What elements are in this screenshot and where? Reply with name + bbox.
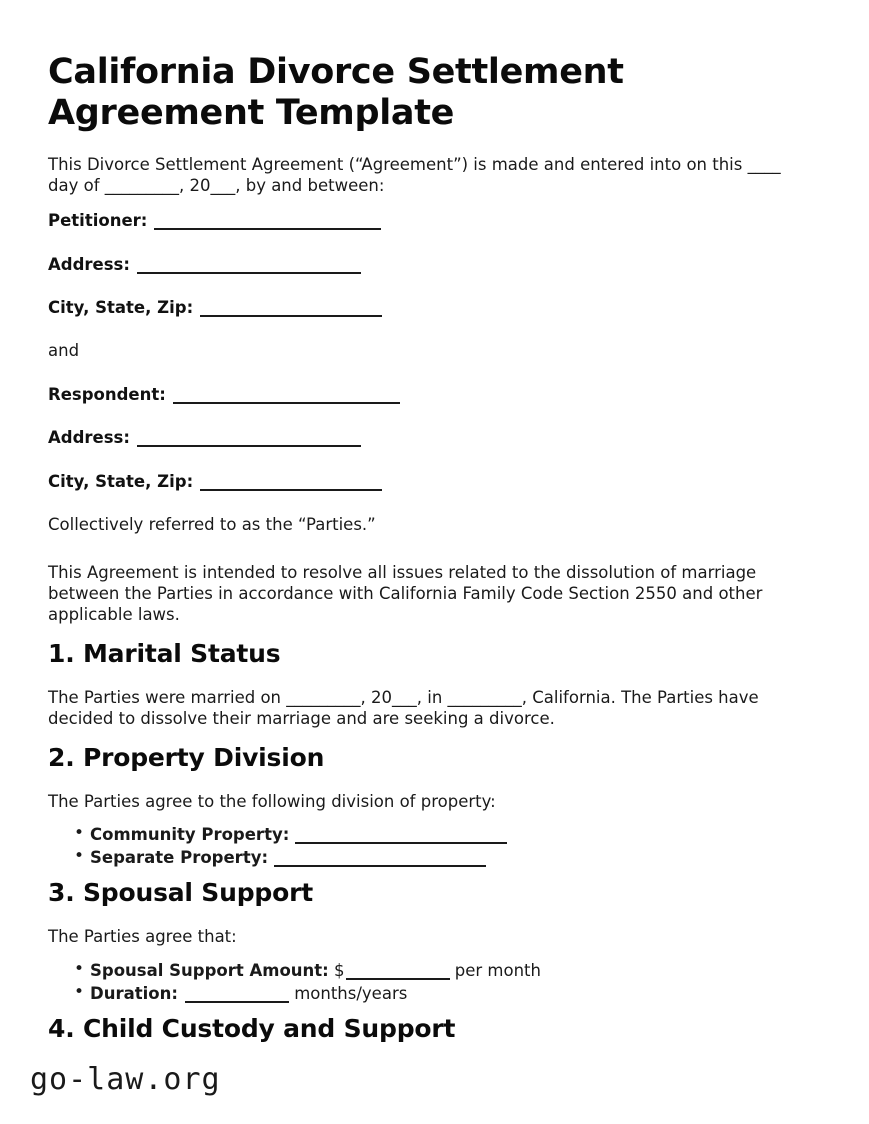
respondent-city-label: City, State, Zip: (48, 471, 194, 491)
spousal-support-amount-blank[interactable] (346, 978, 450, 980)
spousal-support-amount-suffix: per month (454, 960, 541, 980)
respondent-city-field (48, 471, 804, 492)
purpose-paragraph: This Agreement is intended to resolve all issues related to the dissolution of marriage between the Parties in accordance with California Family Code Section 2550 and other applicable laws. (48, 562, 763, 624)
petitioner-address-field (48, 254, 804, 275)
separate-property-blank[interactable] (274, 865, 486, 867)
list-item (90, 847, 804, 868)
petitioner-city-field (48, 297, 804, 318)
spousal-support-list (48, 960, 804, 1004)
respondent-address-field (48, 427, 804, 448)
page-title: California Divorce Settlement Agreement Template (48, 52, 624, 133)
respondent-name-label: Respondent: (48, 384, 166, 404)
list-item (90, 960, 804, 981)
duration-suffix: months/years (294, 983, 408, 1003)
intro-line-1: This Divorce Settlement Agreement (“Agreement”) is made and entered into on this ____ (48, 154, 781, 174)
petitioner-name-label: Petitioner: (48, 211, 148, 231)
section-heading-child-custody: 4. Child Custody and Support (48, 1013, 456, 1043)
list-item (90, 824, 804, 845)
respondent-name-field (48, 384, 804, 405)
duration-label: Duration: (90, 983, 178, 1003)
petitioner-city-blank[interactable] (200, 315, 382, 317)
respondent-name-blank[interactable] (173, 402, 400, 404)
document-content (48, 52, 804, 1062)
petitioner-name-field (48, 210, 804, 231)
intro-line-2: day of _________, 20___, by and between: (48, 175, 385, 195)
respondent-city-blank[interactable] (200, 489, 382, 491)
petitioner-city-label: City, State, Zip: (48, 297, 194, 317)
list-item (90, 983, 804, 1004)
duration-blank[interactable] (185, 1001, 289, 1003)
respondent-address-label: Address: (48, 428, 130, 448)
section-body-marital-status: The Parties were married on _________, 20___, in _________, California. The Parties have decided to dissolve their marriage and are seeking a divorce. (48, 687, 759, 729)
section-body-spousal-support: The Parties agree that: (48, 927, 237, 947)
section-heading-spousal-support: 3. Spousal Support (48, 878, 313, 908)
footer-brand: go-law.org (30, 1062, 221, 1097)
property-division-list (48, 824, 804, 868)
collective-parties-text: Collectively referred to as the “Parties.” (48, 515, 376, 535)
respondent-address-blank[interactable] (137, 445, 361, 447)
separate-property-label: Separate Property: (90, 848, 269, 868)
petitioner-name-blank[interactable] (154, 228, 381, 230)
section-heading-marital-status: 1. Marital Status (48, 638, 281, 668)
currency-prefix: $ (334, 960, 345, 980)
section-heading-property-division: 2. Property Division (48, 743, 325, 773)
intro-paragraph (48, 154, 804, 196)
petitioner-address-label: Address: (48, 254, 130, 274)
spousal-support-amount-label: Spousal Support Amount: (90, 960, 329, 980)
community-property-blank[interactable] (295, 842, 507, 844)
petitioner-address-blank[interactable] (137, 272, 361, 274)
section-body-property-division: The Parties agree to the following division of property: (48, 792, 496, 812)
community-property-label: Community Property: (90, 825, 290, 845)
and-separator: and (48, 341, 80, 361)
